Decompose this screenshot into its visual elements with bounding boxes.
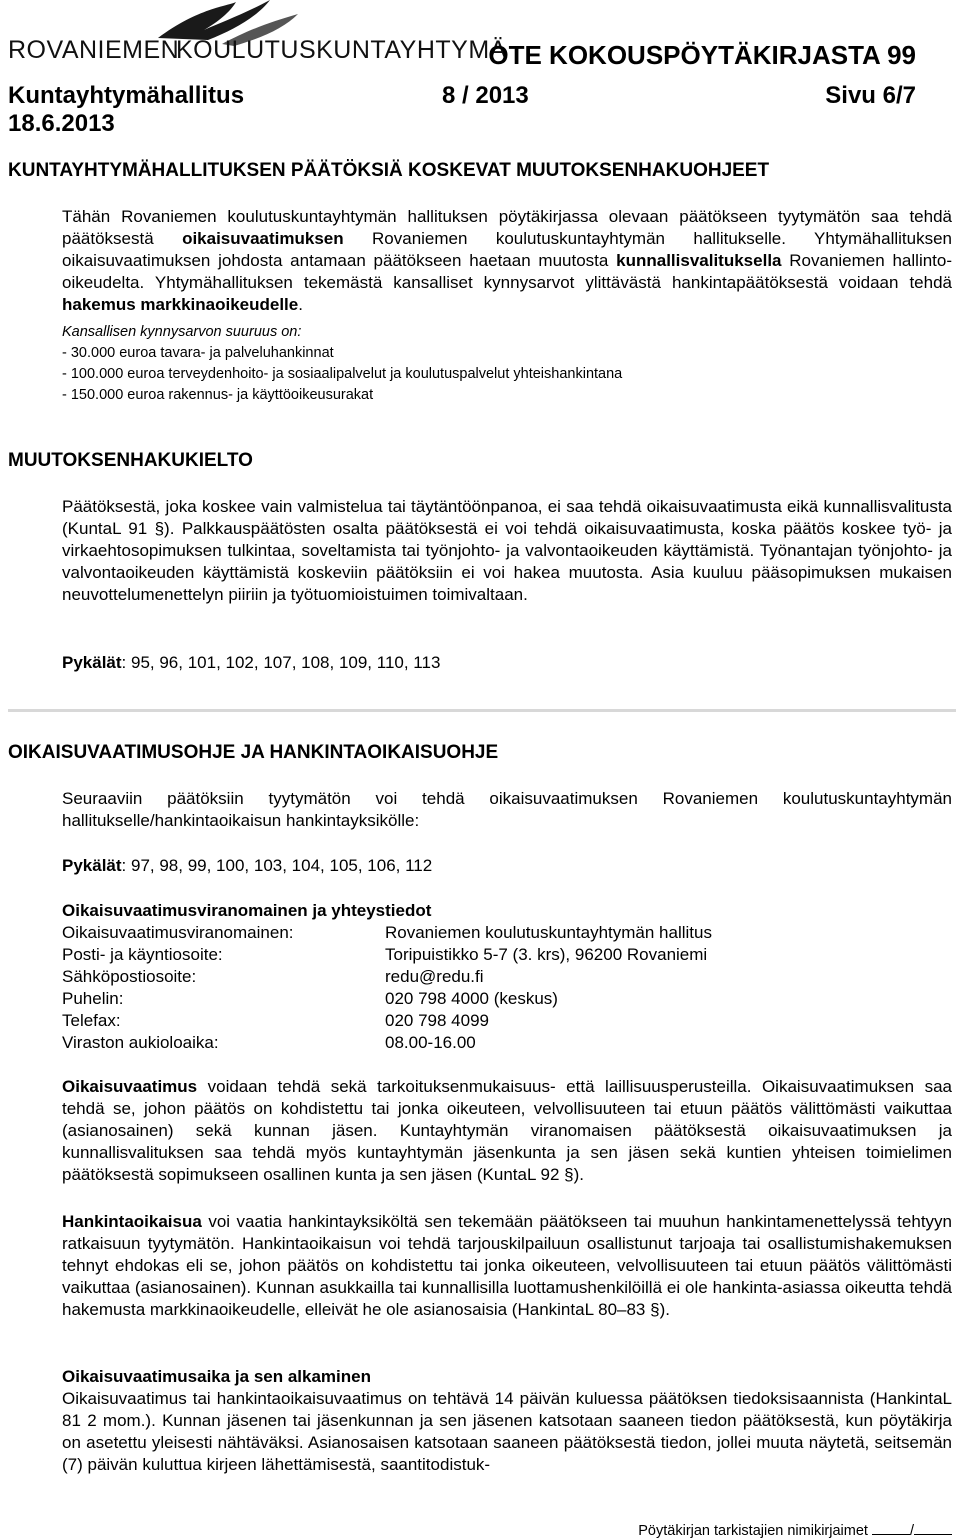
footer-label: Pöytäkirjan tarkistajien nimikirjaimet <box>638 1523 868 1539</box>
appeal-paragraph: Tähän Rovaniemen koulutuskuntayhtymän hallituksen pöytäkirjassa olevaan päätökseen tyytymätön saa tehdä päätöksestä oikaisuvaatimuksen Rovaniemen koulutuskuntayhtymän hallitukselle. Yhtymähallituksen oikaisuvaatimuksen johdosta antamaan päätökseen haetaan muutosta kunnallisvalituksella Rovaniemen hallinto-oikeudelta. Yhtymähallituksen tekemästä kansalliset kynnysarvot ylittävästä hankintapäätöksestä voidaan tehdä hakemus markkinaoikeudelle. <box>62 207 953 314</box>
threshold-list <box>62 322 622 406</box>
footer-initials <box>638 1522 952 1539</box>
contact-label: Telefax: <box>62 1011 121 1030</box>
threshold-item: - 100.000 euroa terveydenhoito- ja sosiaalipalvelut ja koulutuspalvelut yhteishankintana <box>62 366 623 382</box>
time-title: Oikaisuvaatimusaika ja sen alkaminen <box>62 1367 371 1386</box>
page-number: Sivu 6/7 <box>825 82 916 109</box>
contact-value: 08.00-16.00 <box>385 1033 476 1052</box>
contact-label: Puhelin: <box>62 989 124 1008</box>
meeting-name: Kuntayhtymähallitus 18.6.2013 <box>8 82 245 137</box>
contact-value: Rovaniemen koulutuskuntayhtymän hallitus <box>385 923 712 942</box>
document-type: OTE KOKOUSPÖYTÄKIRJASTA 99 <box>488 40 916 70</box>
divider <box>8 709 956 712</box>
ban-sections: Pykälät: 95, 96, 101, 102, 107, 108, 109, 110, 113 <box>62 653 441 672</box>
contact-label: Sähköpostiosoite: <box>62 967 197 986</box>
procurement-paragraph: Hankintaoikaisua voi vaatia hankintayksiköltä sen tekemään päätökseen tai muuhun hankintamenettelyssä tehtyyn ratkaisuun tyytymätön. Hankintaoikaisun voi tehdä tarjouskilpailuun osallistunut tarjoaja tai osallistumishakemuksen tehnyt ehdokas eli se, johon päätös on kohdistettu tai jonka oikeuteen, velvollisuuteen tai etuun päätös välittömästi vaikuttaa (asianosainen). Kunnan asukkailla tai kunnallisilla luottamushenkilöillä ei ole hankinta-asiassa oikeutta tehdä hakemusta markkinaoikeudelle, elleivät he ole asianosaisia (HankintaL 80–83 §). <box>62 1212 952 1319</box>
ban-title: MUUTOKSENHAKUKIELTO <box>8 450 253 471</box>
issue-number: 8 / 2013 <box>442 82 529 109</box>
contact-value: 020 798 4099 <box>385 1011 489 1030</box>
ban-paragraph: Päätöksestä, joka koskee vain valmistelua tai täytäntöönpanoa, ei saa tehdä oikaisuvaatimusta eikä kunnallisvalitusta (KuntaL 91 §). Palkkauspäätösten osalta päätöksestä ei voi tehdä oikaisuvaatimusta, koska päätös koskee työ- ja virkaehtosopimuksen tulkintaa, soveltamista tai työnjohto- ja valvontaoikeuden käyttämistä. Työnantajan työnjohto- ja valvontaoikeuden käyttämistä koskeviin päätöksiin ei voi hakea muutosta. Asia kuuluu pääsopimuksen mukaisen neuvottelumenettelyn piiriin ja työtuomioistuimen toimivaltaan. <box>62 497 952 604</box>
contact-value: redu@redu.fi <box>385 967 484 986</box>
guide-title: OIKAISUVAATIMUSOHJE JA HANKINTAOIKAISUOHJE <box>8 742 499 763</box>
footer-separator: / <box>909 1523 914 1539</box>
guide-intro: Seuraaviin päätöksiin tyytymätön voi tehdä oikaisuvaatimuksen Rovaniemen koulutuskuntayhtymän hallitukselle/hankintaoikaisun hankintayksikölle: <box>62 789 952 830</box>
logo-text-koulutuskuntayhtyma: KOULUTUSKUNTAYHTYMÄ <box>176 36 507 64</box>
contact-value: 020 798 4000 (keskus) <box>385 989 558 1008</box>
contact-label: Oikaisuvaatimusviranomainen: <box>62 923 294 942</box>
contact-value: Toripuistikko 5-7 (3. krs), 96200 Rovaniemi <box>385 945 708 964</box>
threshold-title: Kansallisen kynnysarvon suuruus on: <box>62 324 302 340</box>
guide-sections: Pykälät: 97, 98, 99, 100, 103, 104, 105, 106, 112 <box>62 856 433 875</box>
authority-title: Oikaisuvaatimusviranomainen ja yhteystiedot <box>62 901 432 920</box>
threshold-item: - 150.000 euroa rakennus- ja käyttöoikeusurakat <box>62 387 374 403</box>
threshold-item: - 30.000 euroa tavara- ja palveluhankinnat <box>62 345 334 361</box>
initials-line <box>914 1522 952 1535</box>
logo-text-rovaniemen: ROVANIEMEN <box>8 36 180 64</box>
contact-label: Viraston aukioloaika: <box>62 1033 219 1052</box>
contact-table <box>62 922 822 1054</box>
header-meta-row <box>8 82 916 137</box>
appeal-title: KUNTAYHTYMÄHALLITUKSEN PÄÄTÖKSIÄ KOSKEVAT MUUTOKSENHAKUOHJEET <box>8 160 770 181</box>
claim-paragraph: Oikaisuvaatimus voidaan tehdä sekä tarkoituksenmukaisuus- että laillisuusperusteilla. Oikaisuvaatimuksen saa tehdä se, johon päätös on kohdistettu tai jonka oikeuteen, velvollisuuteen tai etuun päätös välittömästi vaikuttaa (asianosainen) sekä kunnan jäsen. Kuntayhtymän viranomaisen päätöksestä oikaisuvaatimuksen ja kunnallisvalituksen saa tehdä myös kuntayhtymän jäsenkunta ja sen jäsen sekä kuntien yhteisen toimielimen päätöksestä sopimukseen osallinen kunta ja sen jäsen (KuntaL 92 §). <box>62 1077 952 1184</box>
contact-label: Posti- ja käyntiosoite: <box>62 945 223 964</box>
time-paragraph: Oikaisuvaatimus tai hankintaoikaisuvaatimus on tehtävä 14 päivän kuluessa päätöksen tiedoksisaannista (HankintaL 81 2 mom.). Kunnan jäsenen tai jäsenkunnan ja sen jäsenen katsotaan saaneen tiedon päätöksestä, kun pöytäkirja on asetettu yleisesti nähtäväksi. Asianosaisen katsotaan saaneen päätöksestä tiedon, jollei muuta näytetä, seitsemän (7) päivän kuluttua kirjeen lähettämisestä, saantitodistuk- <box>62 1389 952 1474</box>
initials-line <box>872 1522 910 1535</box>
